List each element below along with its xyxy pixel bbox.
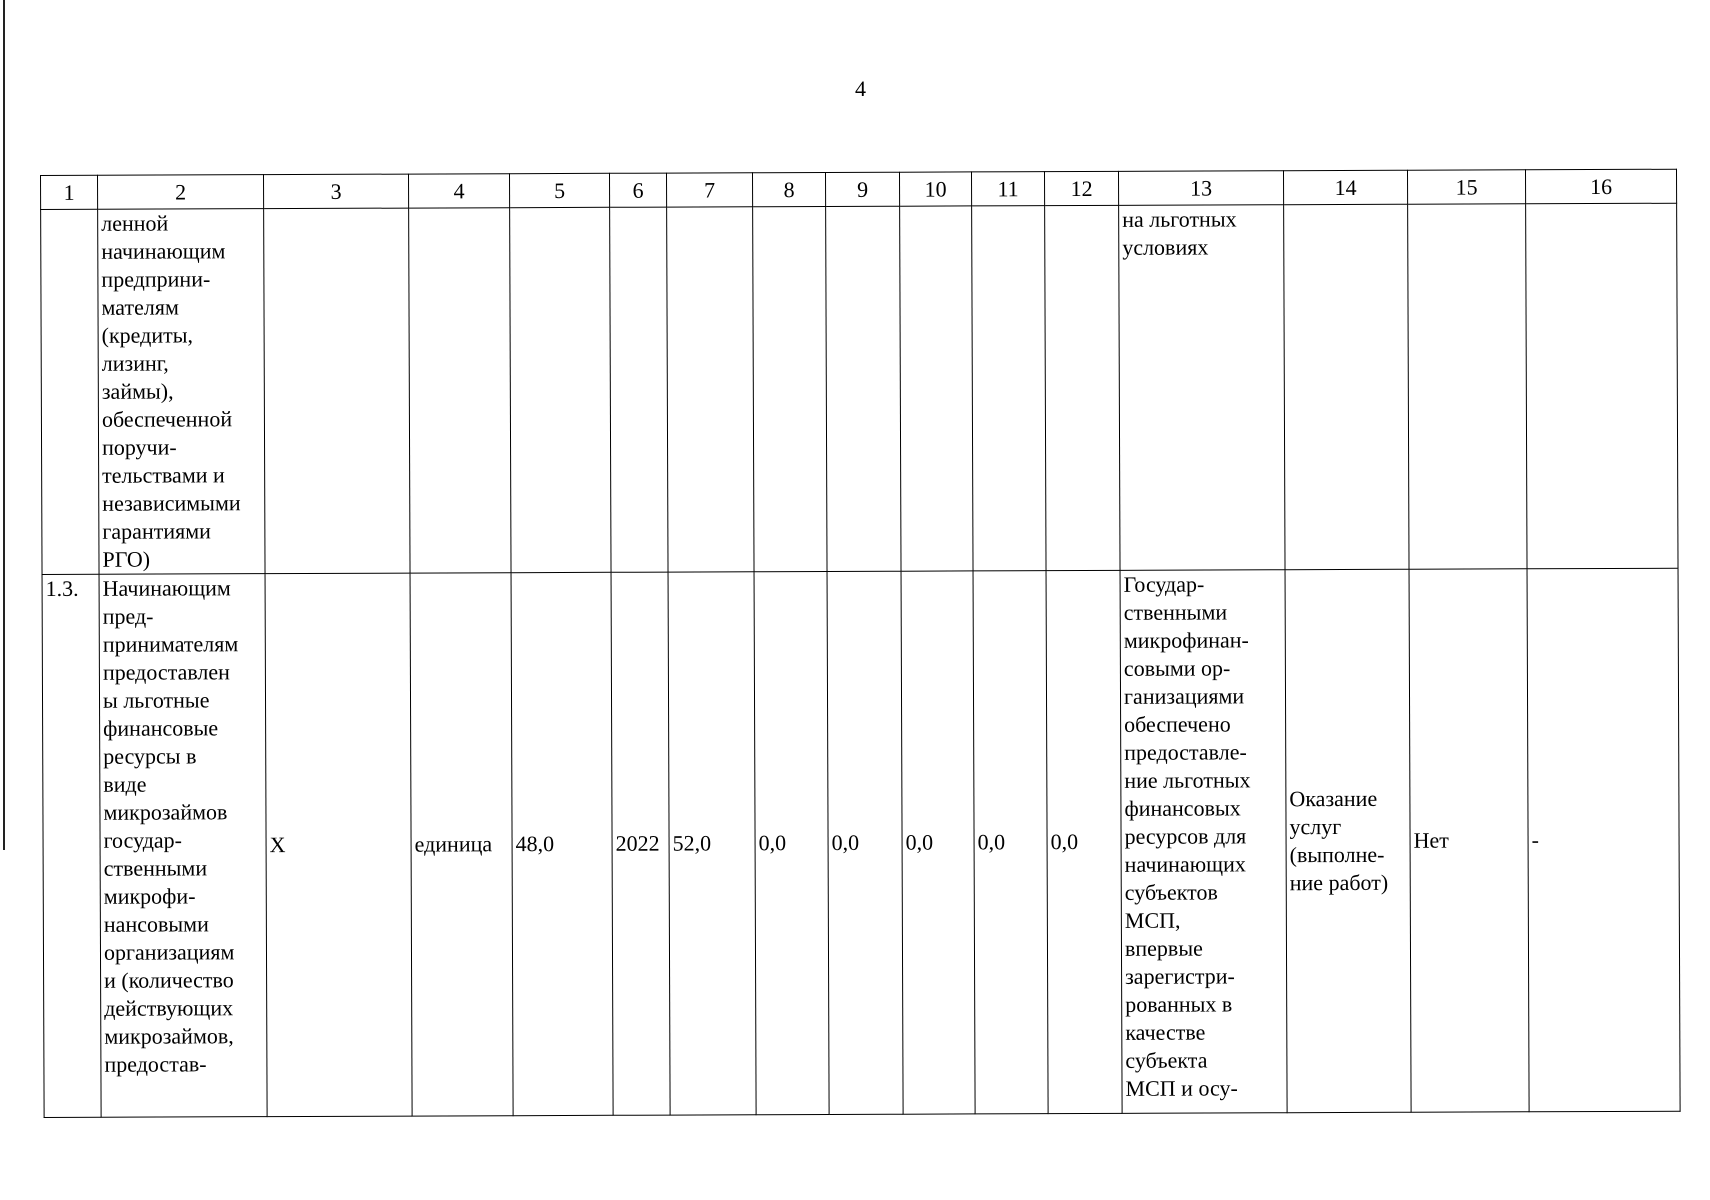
cell-unit: единица — [410, 573, 513, 1116]
column-number-header: 9 — [825, 172, 899, 206]
cell-col-5 — [510, 207, 611, 572]
cell-value-col-7: 52,0 — [668, 572, 756, 1115]
cell-value-col-9: 0,0 — [827, 571, 903, 1114]
column-number-header: 13 — [1118, 171, 1283, 206]
column-number-header: 8 — [752, 172, 825, 206]
cell-indicator-name: Начинающим пред- принимателям предоставлен ы льготные финансовые ресурсы в виде микрозаймов государ- ственными микрофи- нансовыми организациям и (количество действующих микрозаймов, предостав- — [99, 574, 267, 1118]
column-number-header: 15 — [1407, 170, 1525, 204]
cell-col-12 — [1045, 205, 1120, 570]
column-number-header: 4 — [408, 174, 509, 208]
cell-col-10 — [900, 206, 973, 571]
page-number: 4 — [855, 76, 866, 101]
cell-col-16 — [1526, 203, 1678, 569]
table-row-1-3 — [42, 568, 1680, 1117]
table-row-continuation — [41, 203, 1678, 574]
cell-service-type: Оказание услуг (выполне- ние работ) — [1285, 569, 1411, 1112]
cell-base-year: 2022 — [611, 572, 670, 1115]
column-number-header: 6 — [609, 173, 666, 207]
cell-col-14 — [1284, 204, 1409, 569]
cell-value-col-11: 0,0 — [973, 571, 1048, 1114]
cell-col-8 — [753, 206, 827, 571]
column-number-header: 1 — [41, 175, 98, 209]
cell-result-description: на льготных условиях — [1119, 205, 1285, 571]
cell-value-col-8: 0,0 — [754, 571, 829, 1114]
cell-col-15 — [1408, 204, 1527, 569]
column-number-header: 2 — [98, 175, 264, 210]
column-number-header: 16 — [1525, 169, 1676, 204]
cell-value-col-10: 0,0 — [901, 571, 975, 1114]
column-number-header: 3 — [264, 174, 409, 209]
cell-col-6 — [610, 207, 668, 572]
cell-col-15: Нет — [1409, 569, 1529, 1112]
indicators-table — [40, 169, 1681, 1118]
cell-col-16: - — [1527, 568, 1680, 1112]
column-number-header: 10 — [899, 172, 971, 206]
column-number-header: 14 — [1283, 170, 1407, 204]
column-number-header: 12 — [1044, 171, 1118, 205]
column-number-header: 5 — [509, 173, 609, 207]
column-number-header: 11 — [971, 172, 1044, 206]
cell-value-col-12: 0,0 — [1046, 570, 1122, 1113]
cell-base-value: 48,0 — [511, 572, 613, 1115]
cell-item-number: 1.3. — [42, 574, 101, 1117]
cell-indicator-name: ленной начинающим предприни- мателям (кредиты, лизинг, займы), обеспеченной поручи- тельствами и независимыми гарантиями РГО) — [98, 209, 265, 575]
cell-col-4 — [409, 208, 511, 573]
cell-col-11 — [972, 206, 1046, 571]
column-number-header: 7 — [666, 173, 752, 207]
scan-left-edge-line — [3, 0, 5, 850]
cell-col-3: Х — [265, 573, 412, 1117]
cell-result-description: Государ- ственными микрофинан- совыми ор- ганизациями обеспечено предоставле- ние льготных финансовых ресурсов для начинающих субъектов МСП, впервые зарегистри- рованных в качестве субъекта МСП и осу- — [1120, 570, 1287, 1114]
cell-col-3 — [264, 208, 410, 574]
cell-col-7 — [667, 207, 754, 572]
cell-item-number — [41, 209, 99, 574]
cell-col-9 — [826, 206, 901, 571]
